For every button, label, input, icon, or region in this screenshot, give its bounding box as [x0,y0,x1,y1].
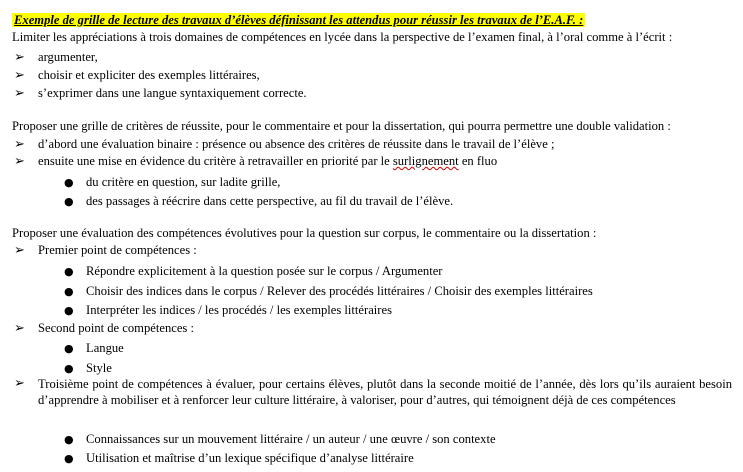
arrow-bullet-icon: ➢ [14,137,25,152]
list-item-text: Second point de compétences : [38,321,194,335]
sub-list-item [64,302,392,319]
arrow-bullet-icon: ➢ [14,154,25,169]
list-item-text: s’exprimer dans une langue syntaxiquement correcte. [38,86,307,100]
document-title-line [12,12,585,28]
section2-intro: Proposer une grille de critères de réussite, pour le commentaire et pour la dissertation, qui pourra permettre une double validation : [12,119,671,133]
list-item [14,85,307,102]
list-item-text: argumenter, [38,50,98,64]
list-item [14,242,197,259]
list-item-text-part: ensuite une mise en évidence du critère à retravailler en priorité par le [38,154,393,168]
round-bullet-icon: ● [64,195,74,208]
sub-list-item-text: Répondre explicitement à la question posée sur le corpus / Argumenter [86,264,443,278]
list-item [14,49,98,66]
list-item-text: Troisième point de compétences à évaluer, pour certains élèves, plutôt dans la seconde moitié de l’année, dès lors qu’ils auraient besoin d’apprendre à mobiliser et à renforcer leur culture littéraire, à valoriser, pour d’autres, qui témoignent déjà de ces compétences [38,377,732,407]
round-bullet-icon: ● [64,265,74,278]
sub-list-item [64,174,280,191]
list-item-text: choisir et expliciter des exemples littéraires, [38,68,260,82]
sub-list-item-text: Connaissances sur un mouvement littéraire / un auteur / une œuvre / son contexte [86,432,496,446]
sub-list-item [64,340,124,357]
section3-intro: Proposer une évaluation des compétences évolutives pour la question sur corpus, le commentaire ou la dissertation : [12,226,597,240]
sub-list-item [64,263,443,280]
sub-list-item-text: Utilisation et maîtrise d’un lexique spécifique d’analyse littéraire [86,451,414,465]
list-item [14,153,497,170]
round-bullet-icon: ● [64,304,74,317]
list-item-text: d’abord une évaluation binaire : présence ou absence des critères de réussite dans le travail de l’élève ; [38,137,555,151]
round-bullet-icon: ● [64,362,74,375]
sub-list-item [64,431,496,448]
sub-list-item [64,283,593,300]
arrow-bullet-icon: ➢ [14,50,25,65]
list-item-text: Premier point de compétences : [38,243,197,257]
round-bullet-icon: ● [64,452,74,465]
list-item [14,136,554,153]
sub-list-item-text: du critère en question, sur ladite grille, [86,175,281,189]
arrow-bullet-icon: ➢ [14,321,25,336]
round-bullet-icon: ● [64,342,74,355]
arrow-bullet-icon: ➢ [14,243,25,258]
list-item [14,376,732,408]
list-item [14,320,194,337]
sub-list-item-text: Style [86,361,112,375]
round-bullet-icon: ● [64,285,74,298]
sub-list-item-text: Choisir des indices dans le corpus / Relever des procédés littéraires / Choisir des exemples littéraires [86,284,593,298]
sub-list-item [64,360,112,377]
list-item [14,67,260,84]
arrow-bullet-icon: ➢ [14,68,25,83]
arrow-bullet-icon: ➢ [14,376,25,391]
arrow-bullet-icon: ➢ [14,86,25,101]
document-title: Exemple de grille de lecture des travaux d’élèves définissant les attendus pour réussir les travaux de l’E.A.F. : [14,13,584,27]
round-bullet-icon: ● [64,433,74,446]
list-item-text-part: en fluo [458,154,498,168]
sub-list-item-text: des passages à réécrire dans cette perspective, au fil du travail de l’élève. [86,194,454,208]
sub-list-item-text: Langue [86,341,124,355]
round-bullet-icon: ● [64,176,74,189]
sub-list-item [64,193,453,210]
sub-list-item-text: Interpréter les indices / les procédés / les exemples littéraires [86,303,392,317]
section1-intro: Limiter les appréciations à trois domaines de compétences en lycée dans la perspective de l’examen final, à l’oral comme à l’écrit : [12,30,673,44]
spellcheck-flagged-word: surlignement [392,154,459,168]
sub-list-item [64,450,414,467]
